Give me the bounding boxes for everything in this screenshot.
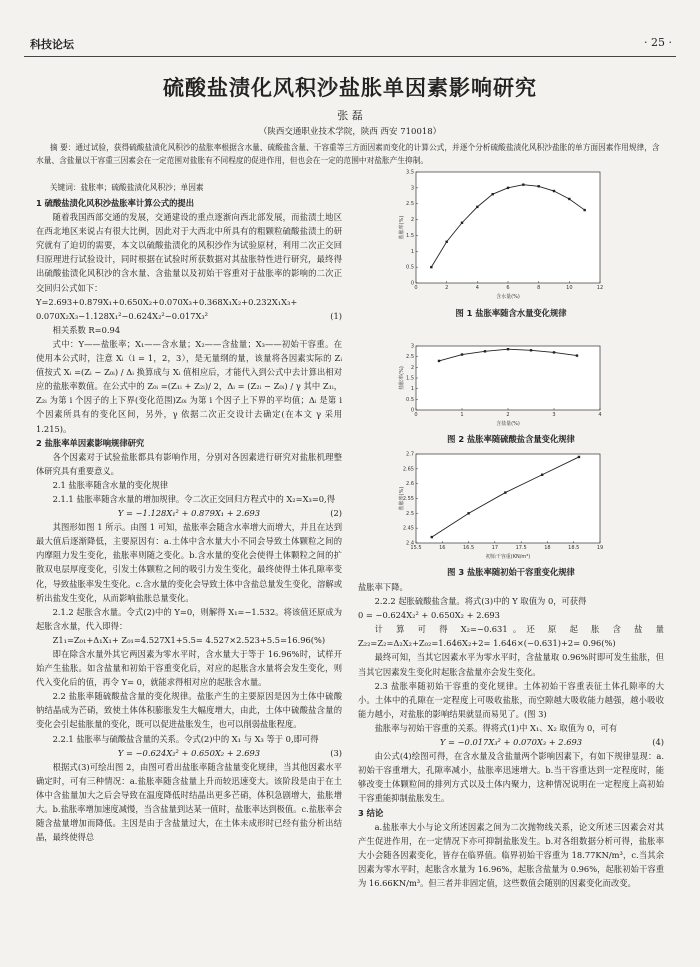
x-tick-label: 1 [460,412,464,418]
figure-1-caption: 图 1 盐胀率随含水量变化规律 [455,308,567,318]
paragraph: 相关系数 R=0.94 [52,324,121,335]
x-tick-label: 16 [439,545,446,551]
y-axis-label: 盐胀率(%) [399,366,405,390]
y-tick-label: 0.5 [406,396,414,403]
x-tick-label: 4 [598,412,602,418]
paragraph: 计 算 可 得 X₂=−0.631。还 原 起 胀 含 盐 量 Z₂₂=Z₂=Δ₂X₂+Z₀₂=1.646X₂+2= 1.646×(−0.631)+2= 0.96(%) [358,624,664,649]
x-tick-label: 2 [506,412,510,418]
x-tick-label: 3 [552,412,556,418]
x-tick-label: 17.5 [515,545,527,551]
data-point [484,350,486,352]
equation-number: (4) [652,737,664,748]
section-heading: 1 硫酸盐渍化风积沙盐胀率计算公式的提出 [36,198,195,208]
equation-number: (1) [330,310,342,321]
x-tick-label: 15.5 [410,545,422,551]
paragraph: 式中：Y——盐胀率；X₁——含水量；X₂——含盐量；X₃——初始干容重。在使用本公式时，注意 Xᵢ（i = 1，2，3），是无量纲的量，该量将各因素实际的 Zᵢ 值按式 Xᵢ =(Zᵢ − Z₀ᵢ) / Δᵢ 换算成与 Xᵢ 值相应后，才能代入到公式中去计算出相对应的盐胀率数值。在公式中的 Z₀ᵢ =(Z₁ᵢ + Z₂ᵢ)/ 2，Δᵢ = (Z₂ᵢ − Z₀ᵢ) / γ 其中 Z₁ᵢ，Z₂ᵢ 为第 i 个因子的上下界(变化范围)Z₀ᵢ 为第 i 个因子上下界的平均值；Δᵢ 是第 i 个因素所具有的变化区间，另外，γ 依据二次正交设计去确定(在本文 γ 采用 1.215)。 [36,338,342,434]
x-tick-label: 16.5 [463,545,475,551]
figure-2-caption: 图 2 盐胀率随硫酸盐含量变化规律 [447,434,575,444]
data-point [578,456,580,458]
x-tick-label: 8 [537,285,541,291]
data-point [568,198,570,200]
y-tick-label: 2.5 [406,510,414,517]
data-point [430,266,432,268]
y-tick-label: 3 [410,343,414,350]
x-axis-label: 含水量(%) [496,294,520,300]
figure-3-caption: 图 3 盐胀率随初始干容重变化规律 [447,567,575,577]
data-point [438,360,440,362]
equation-text: 0.070X₂X₃−1.128X₁²−0.624X₂²−0.017X₃² [36,310,209,321]
page-number: · 25 · [644,36,672,49]
paragraph: 2.2 盐胀率随硫酸盐含量的变化规律。盐胀产生的主要原因是因为土体中硫酸钠结晶成为芒硝，致使土体体积膨胀发生大幅度增大，由此，土体中硫酸盐含量的变化会引起盐胀量的变化，既可以促进盐胀发生，也可以削弱盐胀程度。 [36,691,342,730]
journal-section-header: 科技论坛 [30,38,74,51]
paragraph: 随着我国西部交通的发展，交通建设的重点逐渐向西北部发展，而盐渍土地区在西北地区来说占有很大比例，因此对于大西北中所具有的粗颗粒硫酸盐渍土的研究就有了迫切的需要，本文以硫酸盐渍化的风积沙作为试验原材，利用二次正交回归原理进行试验设计，同时根据在试验时所获数据对其盐胀特性进行研究，最终得出硫酸盐渍化风积沙的含水量、含盐量以及初始干容重对于盐胀率的影响的二次正交回归公式如下： [36,212,342,293]
paragraph: 根据式(3)可绘出图 2，由图可看出盐胀率随含盐量变化规律，当其他因素水平确定时，可有三种情况：a.盐胀率随含盐量上升而较迅速变大。该阶段是由于在土体中含盐量加大之后会导致在温度降低时结晶出更多芒硝，体积急剧增大，盐胀增大。b.盐胀率增加速度减慢，当含盐量到达某一值时，盐胀率达到极值。c.盐胀率会随含盐量增加而降低。主因是由于含盐量过大，在土体未成形时已经有盐分析出结晶，最终使得总 [36,761,342,843]
paragraph: 2.1 盐胀率随含水量的变化规律 [52,479,168,490]
y-tick-label: 2.4 [406,540,414,547]
x-tick-label: 6 [506,285,510,291]
y-tick-label: 0 [410,280,414,287]
data-point [576,354,578,356]
data-point [431,536,433,538]
paragraph: 由公式(4)绘图可得，在含水量及含盐量两个影响因素下，有如下规律显现：a.初始干容重增大，孔隙率减小，盐胀率迅速增大。b.当干容重达到一定程度时，能够改变土体颗粒间的排列方式以及土体内聚力，这种情况说明在一定程度上高初始干容重能抑制盐胀发生。 [358,751,664,804]
x-axis-label: 含盐量(%) [496,421,520,427]
paragraph: a.盐胀率大小与论文所述因素之间为二次抛物线关系，论文所述三因素会对其产生促进作用，在一定情况下亦可抑制盐胀发生。b.对各组数据分析可得，盐胀率大小会随各因素变化，皆存在临界值。临界初始干容重为 18.77KN/m³，c.当其余因素为零水平时，起胀含水量为 16.96%，起胀含盐量为 0.96%，起胀初始干容重为 16.66KN/m³。但三者并非固定值，这些数值会随别的因素变化而改变。 [358,821,664,888]
data-point [504,491,506,493]
data-point [553,190,555,192]
equation-number: (3) [330,747,342,758]
data-point [491,193,493,195]
paragraph: Z1₁=Z₀₁+Δ₁X₁+ Z₀₁=4.527X1+5.5= 4.527×2.523+5.5=16.96(%) [52,634,326,645]
data-point [476,206,478,208]
section-heading: 3 结论 [358,807,384,818]
data-point [583,209,585,211]
paragraph: 各个因素对于试验盐胀都具有影响作用，分别对各因素进行研究对盐胀机理整体研究具有重要意义。 [36,451,342,476]
header-rule [24,56,676,57]
x-tick-label: 0 [414,285,418,291]
y-tick-label: 1.5 [406,232,414,239]
right-column [358,580,664,890]
data-point [541,474,543,476]
y-tick-label: 2.6 [406,481,414,488]
figure-3-chart [398,448,608,561]
paragraph: 最终可知，当其它因素水平为零水平时，含盐量取 0.96%时即可发生盐胀，但当其它因素发生变化时起胀含盐量亦会发生变化。 [358,652,664,677]
plot-area [416,346,600,410]
x-axis-label: 初始干容重(KN/m³) [485,554,531,560]
y-tick-label: 2 [410,364,414,371]
figure-1-chart [398,166,608,301]
data-point [522,183,524,185]
paragraph: 2.3 盐胀率随初始干容重的变化规律。土体初始干容重表征土体孔隙率的大小。土体中的孔隙在一定程度上可吸收盐胀，而空隙越大吸收能力越强，越小吸收能力越小，对盐胀的影响结果就显而易见了。(图 3) [358,680,664,719]
paragraph: 2.1.1 盐胀率随含水量的增加规律。令二次正交回归方程式中的 X₂=X₃=0,得 [52,493,335,504]
paragraph: 2.2.2 起胀硫酸盐含量。将式(3)中的 Y 取值为 0，可获得 [374,596,587,607]
paragraph: 其图形如图 1 所示。由图 1 可知，盐胀率会随含水率增大而增大，并且在达到最大值后逐渐降低，主要原因有：a.土体中含水量大小不同会导致土体颗粒之间的内摩阻力发生变化，盐胀率则随之变化。b.含水量的变化会使得土体颗粒之间的扩散双电层厚度变化，引发土体颗粒之间的吸引力发生变化，最终使得土体孔隙率变化，导致盐胀率发生变化。c.含水量的变化会导致土体中含盐总量发生变化，溶解或析出盐发生变化，从而影响盐胀总量变化。 [36,522,342,603]
paragraph: 盐胀率下降。 [358,582,408,592]
equation [358,735,664,749]
y-tick-label: 1.5 [406,375,414,382]
paragraph: 2.1.2 起胀含水量。令式(2)中的 Y=0，则解得 X₁=−1.532。将该值还原成为起胀含水量，代入即得： [36,606,342,631]
abstract: 摘 要：通过试验，获得硫酸盐渍化风积沙的盐胀率根据含水量、硫酸盐含量、干容重等三方面因素而变化的计算公式，并逐个分析硫酸盐渍化风积沙盐胀的单方面因素作用规律，含水量、含盐量以干容重三因素会在一定范围对盐胀有不同程度的促进作用，但也会在一定的范围中对盐胀产生抑制。 [36,143,660,165]
y-axis-label: 盐胀率(%) [399,215,405,240]
equation [36,746,342,760]
y-tick-label: 2.55 [402,496,414,502]
x-tick-label: 12 [596,285,604,291]
y-tick-label: 3 [410,185,414,192]
section-heading: 2 盐胀率单因素影响规律研究 [36,437,145,448]
y-tick-label: 2.45 [402,525,414,532]
equation [36,309,342,323]
paragraph: 盐胀率与初始干容重的关系。得将式(1)中 X₁、X₂ 取值为 0，可有 [374,722,618,733]
y-tick-label: 2.5 [406,354,414,361]
figure-2-chart [398,340,608,428]
y-tick-label: 1 [410,248,414,255]
y-tick-label: 2.7 [406,451,414,458]
author: 张 磊 [337,109,363,122]
paragraph: 0 = −0.624X₂² + 0.650X₂ + 2.693 [358,610,500,621]
x-tick-label: 17 [491,545,499,551]
data-point [553,351,555,353]
x-tick-label: 2 [445,285,449,291]
equation-text: Y = −0.624X₂² + 0.650X₂ + 2.693 [117,747,261,758]
y-tick-label: 2.65 [402,466,414,473]
data-point [537,185,539,187]
y-tick-label: 3.5 [406,169,414,176]
y-tick-label: 2.5 [406,201,414,208]
left-column [36,196,342,844]
paragraph: 2.2.1 盐胀率与硫酸盐含量的关系。令式(2)中的 X₁ 与 X₃ 等于 0,即可得 [52,733,319,744]
affiliation: （陕西交通职业技术学院，陕西 西安 710018） [258,127,442,137]
equation-text: Y = −0.017X₃² + 0.070X₃ + 2.693 [439,737,583,748]
data-point [507,348,509,350]
x-tick-label: 18 [544,545,551,551]
data-point [507,187,509,189]
paragraph: 即在除含水量外其它两因素为零水平时，含水量大于等于 16.96%时，试样开始产生盐胀。如含盐量和初始干容重变化后，对应的起胀含水量将会发生变化，则代入变化后的值，再令 Y= 0，就能求得相对应的起胀含水量。 [36,649,342,688]
x-tick-label: 0 [414,412,418,418]
equation-text: Y = −1.128X₁² + 0.879X₁ + 2.693 [117,508,261,519]
data-point [467,512,469,514]
x-tick-label: 18.5 [568,545,580,551]
y-tick-label: 1 [410,386,414,393]
data-point [530,349,532,351]
data-point [445,241,447,243]
y-tick-label: 2 [410,217,414,224]
x-tick-label: 19 [596,545,604,551]
data-point [461,222,463,224]
paper-title: 硫酸盐渍化风积沙盐胀单因素影响研究 [163,75,537,100]
y-axis-label: 盐胀率(%) [399,486,405,511]
keywords: 关键词：盐胀率；硫酸盐渍化风积沙；单因素 [49,183,204,192]
y-tick-label: 0.5 [406,264,414,271]
x-tick-label: 4 [475,285,479,291]
data-point [461,353,463,355]
x-tick-label: 10 [566,285,573,291]
y-tick-label: 0 [410,407,414,414]
equation-number: (2) [330,508,342,519]
paragraph: Y=2.693+0.879X₁+0.650X₂+0.070X₃+0.368X₁X₂+0.232X₁X₃+ [36,296,298,307]
equation [36,506,342,520]
